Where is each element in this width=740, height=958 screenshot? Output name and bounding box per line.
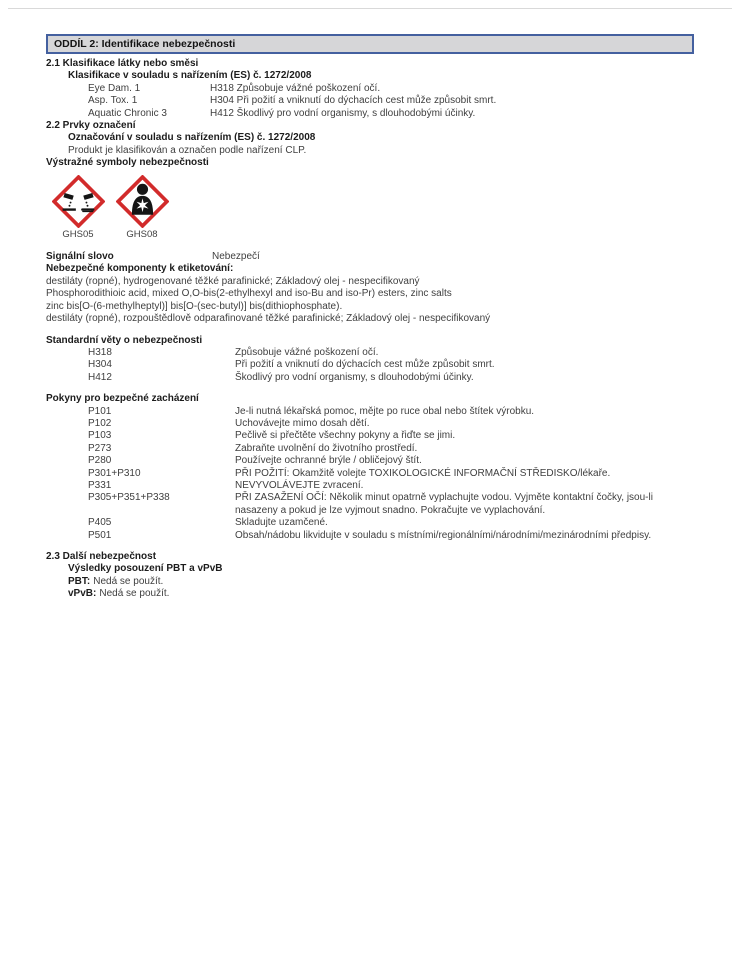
p-text: Používejte ochranné brýle / obličejový štít. xyxy=(235,455,422,467)
pictogram-code: GHS05 xyxy=(62,228,94,240)
p-code: P280 xyxy=(88,455,112,467)
precautionary-row xyxy=(46,468,694,480)
precautionary-row xyxy=(46,443,694,455)
section-header: ODDÍL 2: Identifikace nebezpečnosti xyxy=(46,34,694,54)
pbt-value: Nedá se použít. xyxy=(93,575,164,587)
pictogram-code: GHS08 xyxy=(126,228,158,240)
hazard-statements-heading: Standardní věty o nebezpečnosti xyxy=(46,334,203,346)
vpvb-value: Nedá se použít. xyxy=(99,588,170,600)
section-2-content xyxy=(46,34,694,601)
component-item: zinc bis[O-(6-methylheptyl)] bis[O-(sec-butyl)] bis(dithiophosphate). xyxy=(46,300,343,312)
p-code: P102 xyxy=(88,417,112,429)
h-code: H304 xyxy=(88,359,112,371)
vpvb-label: vPvB: xyxy=(68,588,97,600)
hazard-class-statement: H412 Škodlivý pro vodní organismy, s dlouhodobými účinky. xyxy=(210,107,476,119)
pbt-result-line xyxy=(46,576,694,588)
precautionary-row xyxy=(46,418,694,430)
pictograms-heading: Výstražné symboly nebezpečnosti xyxy=(46,157,209,169)
component-item: destiláty (ropné), hydrogenované těžké parafinické; Základový olej - nespecifikovaný xyxy=(46,275,420,287)
h-text: Při požití a vniknutí do dýchacích cest může způsobit smrt. xyxy=(235,359,495,371)
h-code: H318 xyxy=(88,346,112,358)
p-code: P103 xyxy=(88,430,112,442)
hazard-class: Aquatic Chronic 3 xyxy=(88,107,167,119)
precautionary-row xyxy=(46,480,694,492)
page-top-rule xyxy=(8,8,732,9)
signal-word-row xyxy=(46,251,694,263)
p-text: Je-li nutná lékařská pomoc, mějte po ruce obal nebo štítek výrobku. xyxy=(235,405,535,417)
classification-row xyxy=(46,95,694,107)
precautionary-heading: Pokyny pro bezpečné zacházení xyxy=(46,393,199,405)
p-code: P101 xyxy=(88,405,112,417)
ghs08-health-hazard-icon xyxy=(116,175,169,228)
hazard-pictograms xyxy=(50,175,694,241)
pbt-vpvb-subheading: Výsledky posouzení PBT a vPvB xyxy=(68,563,223,575)
precautionary-row xyxy=(46,530,694,542)
hazard-class: Asp. Tox. 1 xyxy=(88,95,138,107)
p-code: P405 xyxy=(88,517,112,529)
h-code: H412 xyxy=(88,371,112,383)
pbt-label: PBT: xyxy=(68,575,91,587)
h-text: Způsobuje vážné poškození očí. xyxy=(235,346,379,358)
hazard-statement-row xyxy=(46,359,694,371)
vpvb-result-line xyxy=(46,588,694,600)
hazard-statement-row xyxy=(46,372,694,384)
signal-word-value: Nebezpečí xyxy=(212,251,260,263)
classification-subheading: Klasifikace v souladu s nařízením (ES) č. 1272/2008 xyxy=(68,70,312,82)
heading-classification: 2.1 Klasifikace látky nebo směsi xyxy=(46,58,199,69)
component-item: destiláty (ropné), rozpouštědlově odparafinované těžké parafinické; Základový olej - nespecifikovaný xyxy=(46,313,491,325)
hazard-class: Eye Dam. 1 xyxy=(88,82,141,94)
p-text: PŘI POŽITÍ: Okamžitě volejte TOXIKOLOGICKÉ INFORMAČNÍ STŘEDISKO/lékaře. xyxy=(235,467,611,479)
labelling-subheading: Označování v souladu s nařízením (ES) č. 1272/2008 xyxy=(68,132,316,144)
p-code: P273 xyxy=(88,442,112,454)
pictogram-ghs05 xyxy=(50,175,106,241)
heading-label-elements: 2.2 Prvky označení xyxy=(46,120,136,132)
hazard-statement-row xyxy=(46,347,694,359)
p-text: Uchovávejte mimo dosah dětí. xyxy=(235,417,370,429)
precautionary-row xyxy=(46,517,694,529)
precautionary-row xyxy=(46,406,694,418)
p-code: P501 xyxy=(88,529,112,541)
h-text: Škodlivý pro vodní organismy, s dlouhodobými účinky. xyxy=(235,371,474,383)
hazard-class-statement: H318 Způsobuje vážné poškození očí. xyxy=(210,82,381,94)
p-text: Pečlivě si přečtěte všechny pokyny a řiďte se jimi. xyxy=(235,430,456,442)
signal-word-label: Signální slovo xyxy=(46,251,114,263)
precautionary-row xyxy=(46,430,694,442)
hazard-class-statement: H304 Při požití a vniknutí do dýchacích cest může způsobit smrt. xyxy=(210,95,497,107)
ghs05-corrosion-icon xyxy=(52,175,105,228)
component-item: Phosphorodithioic acid, mixed O,O-bis(2-ethylhexyl and iso-Bu and iso-Pr) esters, zinc salts xyxy=(46,288,452,300)
classification-row xyxy=(46,108,694,120)
precautionary-row xyxy=(46,492,694,517)
pictogram-ghs08 xyxy=(114,175,170,241)
p-code: P331 xyxy=(88,479,112,491)
p-text: PŘI ZASAŽENÍ OČÍ: Několik minut opatrně vyplachujte vodou. Vyjměte kontaktní čočky, jsou-li nasazeny a pokud je lze vyjmout snadno. Pokračujte ve vyplachování. xyxy=(235,492,653,516)
p-text: NEVYVOLÁVEJTE zvracení. xyxy=(235,479,364,491)
p-text: Obsah/nádobu likvidujte v souladu s místními/regionálními/národními/mezinárodními předpisy. xyxy=(235,529,652,541)
heading-other-hazards: 2.3 Další nebezpečnost xyxy=(46,551,157,562)
clp-note: Produkt je klasifikován a označen podle nařízení CLP. xyxy=(68,144,307,156)
p-text: Zabraňte uvolnění do životního prostředí. xyxy=(235,442,418,454)
p-code: P301+P310 xyxy=(88,467,141,479)
p-code: P305+P351+P338 xyxy=(88,492,170,504)
components-heading: Nebezpečné komponenty k etiketování: xyxy=(46,263,234,275)
classification-row xyxy=(46,83,694,95)
p-text: Skladujte uzamčené. xyxy=(235,517,328,529)
precautionary-row xyxy=(46,455,694,467)
